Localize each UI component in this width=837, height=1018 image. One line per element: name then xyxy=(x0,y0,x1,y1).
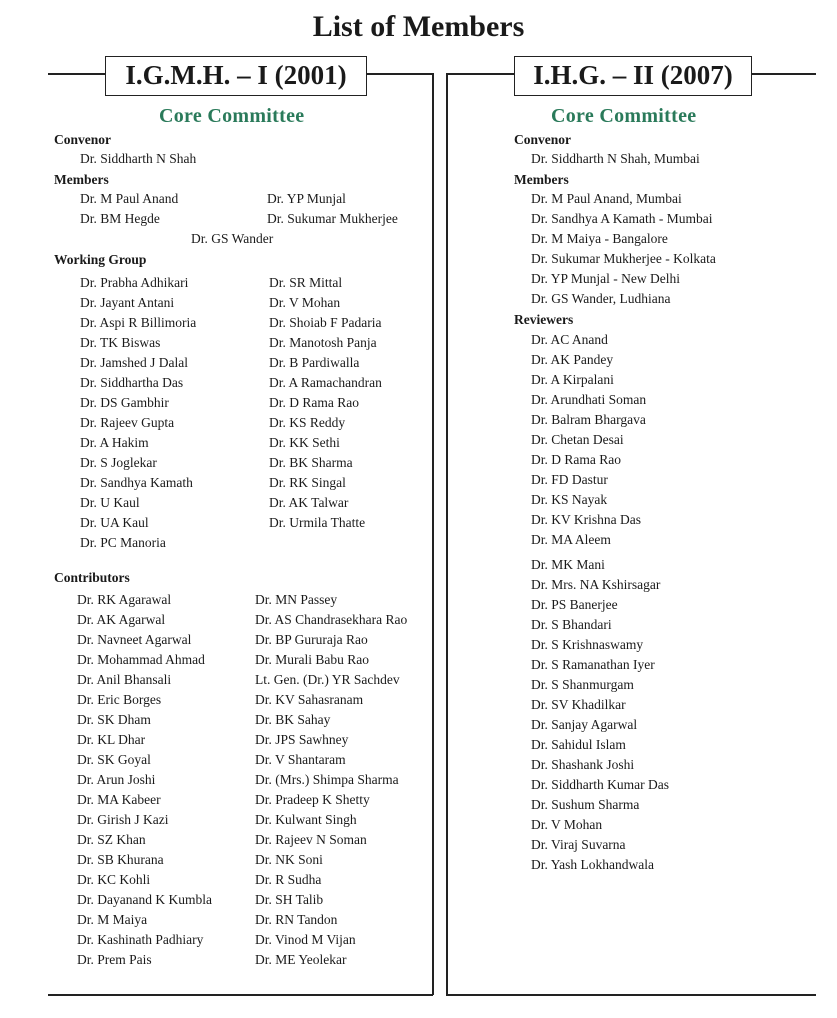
list-item: Dr. Mrs. NA Kshirsagar xyxy=(531,577,661,592)
list-item: Dr. MN Passey xyxy=(255,592,338,607)
left-heading: I.G.M.H. – I (2001) xyxy=(125,60,347,90)
list-item: Dr. M Maiya - Bangalore xyxy=(531,231,668,246)
list-item: Dr. AS Chandrasekhara Rao xyxy=(255,612,408,627)
list-item: Dr. Manotosh Panja xyxy=(269,335,377,350)
list-item: Dr. Jayant Antani xyxy=(80,295,175,310)
list-item: Dr. TK Biswas xyxy=(80,335,161,350)
list-item: Dr. KV Sahasranam xyxy=(255,692,364,707)
list-item: Dr. MA Aleem xyxy=(531,532,611,547)
page-title: List of Members xyxy=(312,10,525,43)
list-item: Dr. M Paul Anand xyxy=(80,191,179,206)
list-item: Dr. Sandhya Kamath xyxy=(80,475,193,490)
list-item: Dr. ME Yeolekar xyxy=(255,952,347,967)
list-item: Dr. Arundhati Soman xyxy=(531,392,647,407)
list-item: Dr. (Mrs.) Shimpa Sharma xyxy=(255,772,399,787)
left-heading-box xyxy=(105,56,367,96)
list-item: Dr. Sandhya A Kamath - Mumbai xyxy=(531,211,713,226)
list-item: Dr. SK Goyal xyxy=(77,752,151,767)
list-item: Dr. BM Hegde xyxy=(80,211,160,226)
list-item: Dr. Yash Lokhandwala xyxy=(531,857,654,872)
right-core-committee: Core Committee xyxy=(551,105,697,127)
right-members-label: Members xyxy=(514,172,569,187)
left-members-col1 xyxy=(80,189,178,229)
list-item: Dr. FD Dastur xyxy=(531,472,608,487)
list-item: Dr. RK Agarawal xyxy=(77,592,172,607)
list-item: Dr. MA Kabeer xyxy=(77,792,161,807)
list-item: Dr. V Mohan xyxy=(531,817,603,832)
list-item: Dr. A Hakim xyxy=(80,435,149,450)
list-item: Dr. Sushum Sharma xyxy=(531,797,640,812)
list-item: Dr. Murali Babu Rao xyxy=(255,652,369,667)
list-item: Dr. D Rama Rao xyxy=(531,452,621,467)
list-item: Dr. YP Munjal xyxy=(267,191,346,206)
list-item: Dr. Aspi R Billimoria xyxy=(80,315,197,330)
list-item: Dr. SV Khadilkar xyxy=(531,697,626,712)
list-item: Dr. Rajeev Gupta xyxy=(80,415,175,430)
list-item: Dr. Anil Bhansali xyxy=(77,672,172,687)
list-item: Dr. Siddharth Kumar Das xyxy=(531,777,669,792)
list-item: Dr. Kashinath Padhiary xyxy=(77,932,204,947)
right-heading: I.H.G. – II (2007) xyxy=(533,60,733,90)
list-item: Dr. GS Wander, Ludhiana xyxy=(531,291,671,306)
list-item: Dr. R Sudha xyxy=(255,872,322,887)
list-item: Dr. Mohammad Ahmad xyxy=(77,652,205,667)
list-item: Dr. Sahidul Islam xyxy=(531,737,626,752)
list-item: Dr. Rajeev N Soman xyxy=(255,832,367,847)
list-item: Dr. B Pardiwalla xyxy=(269,355,360,370)
list-item: Dr. A Ramachandran xyxy=(269,375,382,390)
list-item: Dr. Arun Joshi xyxy=(77,772,156,787)
list-item: Dr. SH Talib xyxy=(255,892,324,907)
left-contributors-label: Contributors xyxy=(54,570,130,585)
left-right-rule xyxy=(432,73,434,995)
list-item: Dr. JPS Sawhney xyxy=(255,732,349,747)
list-item: Dr. Girish J Kazi xyxy=(77,812,169,827)
list-item: Dr. BK Sahay xyxy=(255,712,331,727)
left-contrib-col1 xyxy=(77,590,212,970)
list-item: Dr. M Maiya xyxy=(77,912,148,927)
right-reviewers-list-a xyxy=(531,330,646,550)
right-heading-box xyxy=(514,56,752,96)
left-convenor: Dr. Siddharth N Shah xyxy=(80,151,197,166)
left-contrib-col2 xyxy=(255,590,407,970)
list-item: Dr. YP Munjal - New Delhi xyxy=(531,271,680,286)
list-item: Dr. UA Kaul xyxy=(80,515,149,530)
list-item: Dr. SZ Khan xyxy=(77,832,146,847)
list-item: Dr. Eric Borges xyxy=(77,692,162,707)
list-item: Dr. AC Anand xyxy=(531,332,608,347)
left-convenor-label: Convenor xyxy=(54,132,111,147)
list-item: Dr. KC Kohli xyxy=(77,872,151,887)
left-members-label: Members xyxy=(54,172,109,187)
list-item: Dr. AK Pandey xyxy=(531,352,614,367)
list-item: Dr. PC Manoria xyxy=(80,535,166,550)
list-item: Dr. SB Khurana xyxy=(77,852,164,867)
list-item: Dr. S Shanmurgam xyxy=(531,677,634,692)
list-item: Dr. A Kirpalani xyxy=(531,372,614,387)
list-item: Dr. MK Mani xyxy=(531,557,605,572)
right-reviewers-list-b xyxy=(531,555,669,875)
list-item: Dr. Dayanand K Kumbla xyxy=(77,892,212,907)
list-item: Dr. Jamshed J Dalal xyxy=(80,355,188,370)
list-item: Dr. S Joglekar xyxy=(80,455,157,470)
list-item: Dr. V Mohan xyxy=(269,295,341,310)
right-convenor-label: Convenor xyxy=(514,132,571,147)
list-item: Dr. Navneet Agarwal xyxy=(77,632,192,647)
left-bottom-rule xyxy=(48,994,433,996)
list-item: Dr. SK Dham xyxy=(77,712,151,727)
list-item: Dr. S Ramanathan Iyer xyxy=(531,657,655,672)
right-reviewers-label: Reviewers xyxy=(514,312,574,327)
list-item: Dr. KV Krishna Das xyxy=(531,512,641,527)
list-item: Dr. KK Sethi xyxy=(269,435,340,450)
list-item: Dr. Chetan Desai xyxy=(531,432,624,447)
list-item: Dr. PS Banerjee xyxy=(531,597,618,612)
list-item: Dr. KS Reddy xyxy=(269,415,346,430)
list-item: Dr. S Bhandari xyxy=(531,617,612,632)
left-working-col2 xyxy=(269,273,382,533)
list-item: Dr. Viraj Suvarna xyxy=(531,837,626,852)
list-item: Dr. RK Singal xyxy=(269,475,346,490)
list-item: Dr. Kulwant Singh xyxy=(255,812,357,827)
list-item: Dr. D Rama Rao xyxy=(269,395,359,410)
left-working-group-label: Working Group xyxy=(54,252,147,267)
list-item: Dr. KS Nayak xyxy=(531,492,608,507)
left-members-center: Dr. GS Wander xyxy=(191,231,274,246)
list-item: Dr. M Paul Anand, Mumbai xyxy=(531,191,682,206)
list-item: Dr. V Shantaram xyxy=(255,752,346,767)
left-core-committee: Core Committee xyxy=(159,105,305,127)
left-working-col1 xyxy=(80,273,196,553)
list-item: Dr. Prem Pais xyxy=(77,952,152,967)
list-item: Dr. S Krishnaswamy xyxy=(531,637,644,652)
list-item: Dr. Balram Bhargava xyxy=(531,412,646,427)
list-item: Dr. SR Mittal xyxy=(269,275,343,290)
list-item: Dr. Vinod M Vijan xyxy=(255,932,356,947)
left-members-col2 xyxy=(267,189,398,229)
list-item: Dr. Pradeep K Shetty xyxy=(255,792,370,807)
list-item: Dr. AK Talwar xyxy=(269,495,349,510)
list-item: Dr. U Kaul xyxy=(80,495,140,510)
list-item: Dr. Sanjay Agarwal xyxy=(531,717,638,732)
list-item: Dr. KL Dhar xyxy=(77,732,146,747)
list-item: Dr. AK Agarwal xyxy=(77,612,166,627)
right-bottom-rule xyxy=(446,994,816,996)
right-convenor: Dr. Siddharth N Shah, Mumbai xyxy=(531,151,700,166)
right-left-rule xyxy=(446,73,448,995)
list-item: Lt. Gen. (Dr.) YR Sachdev xyxy=(255,672,400,687)
right-members-list xyxy=(531,189,716,309)
list-item: Dr. Urmila Thatte xyxy=(269,515,366,530)
list-item: Dr. RN Tandon xyxy=(255,912,338,927)
list-item: Dr. Shoiab F Padaria xyxy=(269,315,382,330)
list-item: Dr. DS Gambhir xyxy=(80,395,169,410)
list-item: Dr. Shashank Joshi xyxy=(531,757,635,772)
list-item: Dr. BK Sharma xyxy=(269,455,353,470)
list-item: Dr. BP Gururaja Rao xyxy=(255,632,368,647)
list-item: Dr. Siddhartha Das xyxy=(80,375,184,390)
list-item: Dr. Sukumar Mukherjee - Kolkata xyxy=(531,251,716,266)
list-item: Dr. NK Soni xyxy=(255,852,323,867)
list-item: Dr. Prabha Adhikari xyxy=(80,275,189,290)
list-item: Dr. Sukumar Mukherjee xyxy=(267,211,398,226)
